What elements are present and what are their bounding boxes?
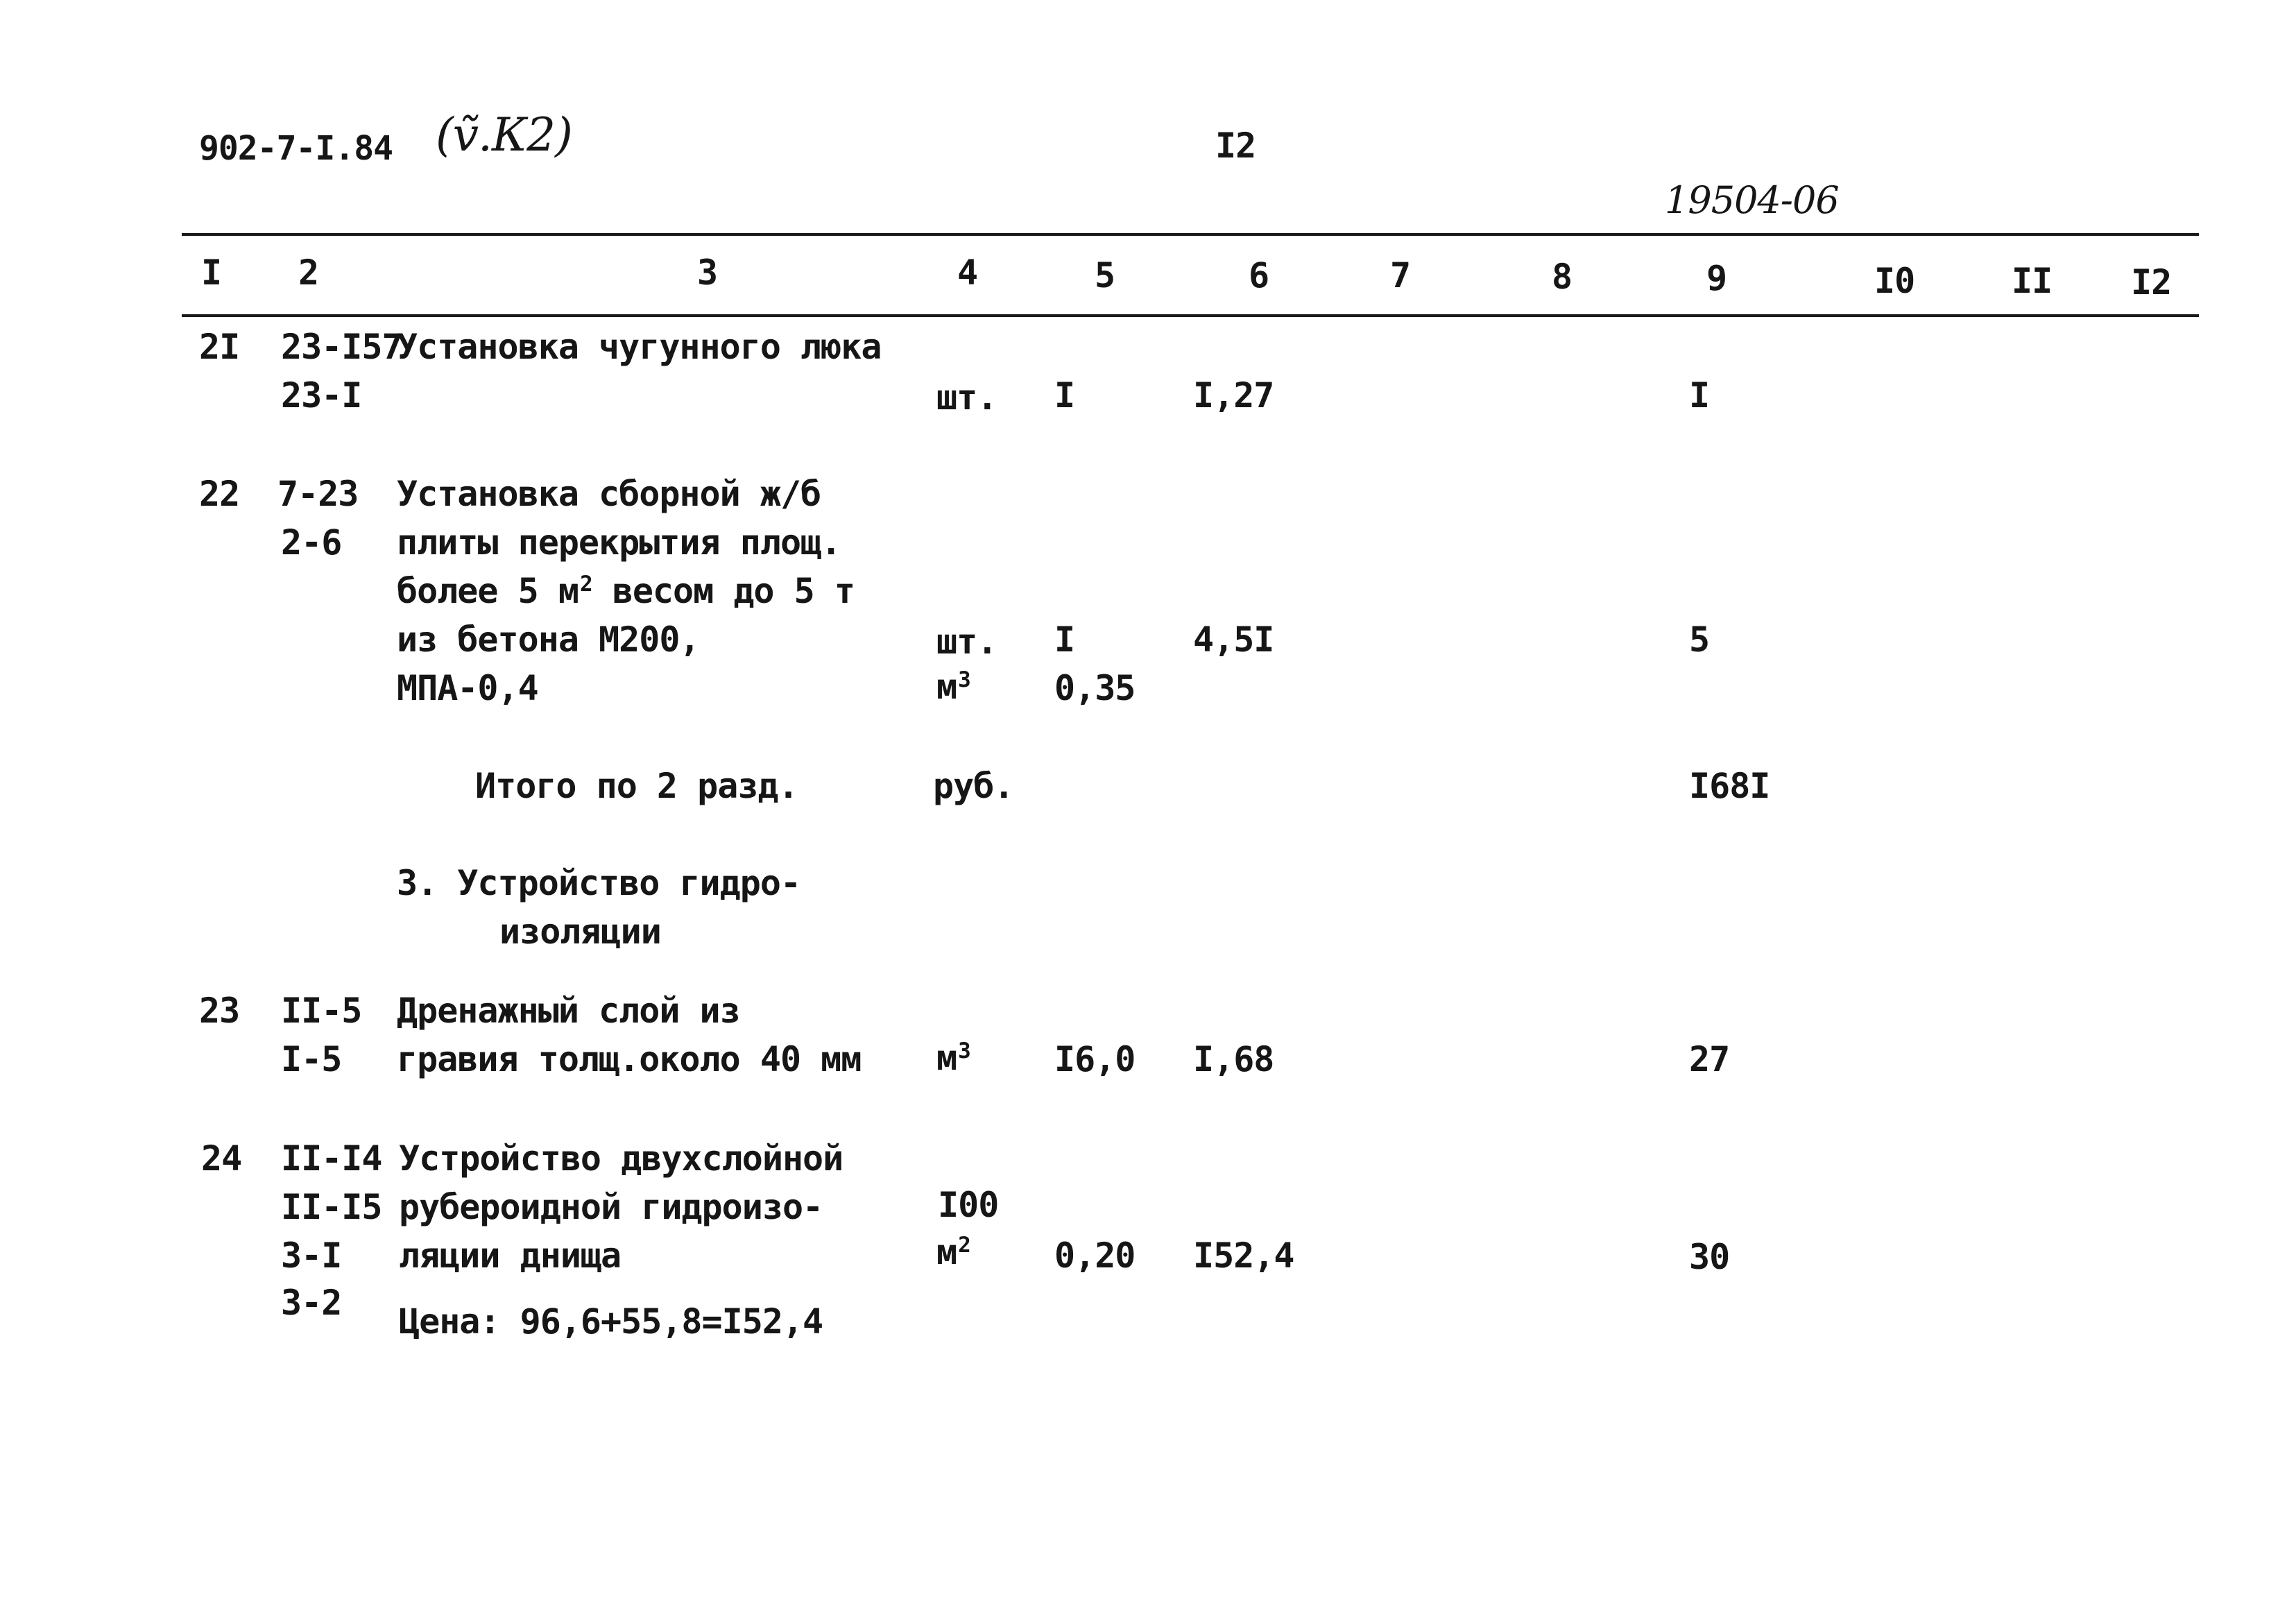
work-description: МПА-0,4	[397, 668, 538, 708]
handwritten-note: (ṽ.К2)	[436, 108, 572, 162]
norm-code: II-I5	[281, 1187, 382, 1227]
norm-code: II-5	[281, 991, 362, 1031]
unit-price: 4,5I	[1193, 619, 1274, 660]
work-description: плиты перекрытия площ.	[397, 522, 841, 563]
document-code: 902-7-I.84	[199, 129, 393, 168]
unit-price: I52,4	[1193, 1235, 1294, 1276]
row-number: 22	[199, 474, 240, 514]
column-header: 7	[1390, 255, 1411, 296]
total-cost: I	[1689, 375, 1710, 416]
norm-code: 2-6	[281, 522, 342, 563]
column-header: 6	[1249, 255, 1269, 296]
unit: шт.	[936, 622, 997, 662]
column-header: 5	[1095, 255, 1115, 296]
total-cost: 30	[1689, 1237, 1730, 1277]
row-number: 2I	[199, 327, 240, 367]
work-description: Установка чугунного люка	[397, 327, 882, 367]
norm-code: 3-2	[281, 1283, 342, 1323]
quantity: 0,20	[1054, 1235, 1136, 1276]
quantity: I	[1054, 619, 1075, 660]
work-description: Установка сборной ж/б	[397, 474, 821, 514]
work-description: Дренажный слой из	[397, 991, 740, 1031]
work-description: из бетона М200,	[397, 619, 700, 660]
norm-code: 7-23	[277, 474, 359, 514]
price-formula: Цена: 96,6+55,8=I52,4	[399, 1301, 823, 1342]
column-header: 8	[1552, 257, 1573, 297]
work-description: гравия толщ.около 40 мм	[397, 1039, 862, 1079]
column-header: 4	[957, 253, 978, 293]
work-description: более 5 $м^2$ весом до 5 т	[397, 571, 855, 611]
work-description: ляции днища	[399, 1235, 622, 1276]
unit-price: I,68	[1193, 1039, 1274, 1079]
unit-price: I,27	[1193, 375, 1274, 416]
row-number: 24	[201, 1138, 242, 1179]
column-header: I	[201, 253, 222, 293]
unit: $м^2$	[936, 1232, 970, 1272]
column-header: I2	[2131, 262, 2172, 302]
unit: $м^3$	[936, 1038, 970, 1078]
unit: руб.	[933, 766, 1014, 806]
column-header: I0	[1874, 261, 1915, 301]
norm-code: 23-I	[281, 375, 362, 416]
norm-code: 3-I	[281, 1235, 342, 1276]
column-header: II	[2012, 261, 2053, 301]
work-description: рубероидной гидроизо-	[399, 1187, 823, 1227]
page-number: I2	[1215, 126, 1256, 166]
total-cost: 5	[1689, 619, 1710, 660]
column-header: 9	[1706, 258, 1727, 298]
section-title: изоляции	[499, 912, 661, 952]
norm-code: I-5	[281, 1039, 342, 1079]
section-title: 3. Устройство гидро-	[397, 863, 801, 903]
norm-code: 23-I57	[281, 327, 402, 367]
column-header: 2	[298, 253, 319, 293]
norm-code: II-I4	[281, 1138, 382, 1179]
unit: $м^3$	[936, 667, 970, 707]
unit: шт.	[936, 377, 997, 418]
quantity: I6,0	[1054, 1039, 1136, 1079]
total-cost: 27	[1689, 1039, 1730, 1079]
column-header: 3	[697, 253, 718, 293]
row-number: 23	[199, 991, 240, 1031]
work-description: Устройство двухслойной	[399, 1138, 843, 1179]
quantity: I	[1054, 375, 1075, 416]
archive-number: 19504-06	[1665, 178, 1839, 222]
subtotal-label: Итого по 2 разд.	[475, 766, 798, 806]
table-header-rule	[182, 314, 2199, 317]
unit: I00	[938, 1185, 999, 1225]
quantity: 0,35	[1054, 668, 1136, 708]
table-top-rule	[182, 233, 2199, 236]
subtotal-value: I68I	[1689, 766, 1770, 806]
